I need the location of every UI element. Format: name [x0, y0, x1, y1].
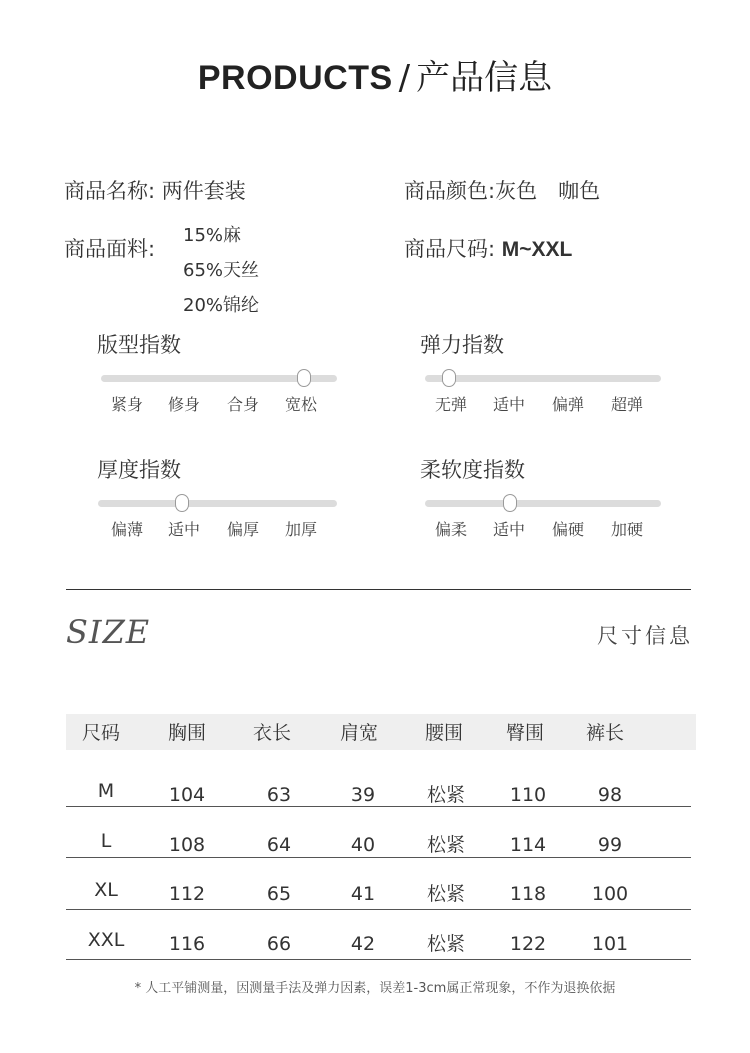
table-cell: 99	[597, 834, 623, 856]
table-cell: 41	[350, 883, 376, 905]
gauge-tick: 偏薄	[110, 520, 143, 539]
gauge-tick: 适中	[492, 395, 525, 414]
row-divider	[66, 959, 691, 960]
table-cell: 110	[509, 784, 547, 806]
row-divider	[66, 806, 691, 807]
material-line: 65%天丝	[183, 260, 260, 281]
table-cell: 64	[266, 834, 292, 856]
table-cell: 104	[168, 784, 206, 806]
title-cn: 产品信息	[416, 58, 553, 98]
gauge-track	[98, 500, 337, 507]
table-cell: 112	[168, 883, 206, 905]
table-cell: 松紧	[426, 933, 465, 955]
table-header-cell: 尺码	[81, 722, 120, 744]
product-name-label: 商品名称:	[64, 179, 156, 203]
section-divider	[66, 589, 691, 590]
gauge-tick: 偏弹	[551, 395, 584, 414]
product-color-label: 商品颜色:	[404, 179, 496, 203]
gauge-track	[425, 375, 661, 382]
table-cell: 松紧	[426, 834, 465, 856]
product-color-field	[404, 177, 600, 205]
page-title	[0, 56, 750, 100]
table-cell: 118	[509, 883, 547, 905]
gauge-tick: 宽松	[284, 395, 317, 414]
gauge-tick: 加硬	[610, 520, 643, 539]
table-header-cell: 裤长	[585, 722, 624, 744]
table-header-cell: 腰围	[424, 722, 463, 744]
gauge-knob	[175, 494, 189, 512]
gauge-title: 厚度指数	[97, 458, 181, 482]
table-cell: 116	[168, 933, 206, 955]
size-label-cell: XL	[94, 879, 118, 901]
gauge-tick: 合身	[226, 395, 259, 414]
size-label-cell: L	[100, 830, 112, 852]
table-cell: 65	[266, 883, 292, 905]
gauge-title: 版型指数	[97, 333, 181, 357]
gauge-knob	[297, 369, 311, 387]
table-cell: 39	[350, 784, 376, 806]
table-cell: 98	[597, 784, 623, 806]
gauge-title: 弹力指数	[420, 333, 504, 357]
row-divider	[66, 857, 691, 858]
gauge-knob	[503, 494, 517, 512]
product-color-value: 灰色 咖色	[495, 179, 601, 203]
size-title: SIZE	[66, 613, 151, 651]
material-line: 20%锦纶	[183, 295, 260, 316]
table-header-cell: 臀围	[505, 722, 544, 744]
size-label-cell: XXL	[87, 929, 125, 951]
product-size-field	[404, 235, 572, 264]
gauge-track	[425, 500, 661, 507]
table-header-cell: 衣长	[252, 722, 291, 744]
product-name-field	[64, 177, 246, 205]
table-cell: 122	[509, 933, 547, 955]
footnote: * 人工平铺测量，因测量手法及弹力因素，误差1-3cm属正常现象，不作为退换依据	[134, 981, 616, 996]
gauge-tick: 紧身	[110, 395, 143, 414]
table-header-cell: 肩宽	[339, 722, 378, 744]
gauge-tick: 偏厚	[226, 520, 259, 539]
title-en: PRODUCTS	[197, 59, 393, 97]
gauge-tick: 适中	[167, 520, 200, 539]
table-cell: 63	[266, 784, 292, 806]
table-cell: 66	[266, 933, 292, 955]
table-cell: 114	[509, 834, 547, 856]
gauge-tick: 适中	[492, 520, 525, 539]
gauge-tick: 超弹	[610, 395, 643, 414]
table-header-cell: 胸围	[167, 722, 206, 744]
product-material-label: 商品面料:	[64, 237, 156, 261]
gauge-tick: 无弹	[434, 395, 467, 414]
gauge-tick: 加厚	[284, 520, 317, 539]
size-label-cell: M	[97, 780, 115, 802]
title-separator: /	[398, 58, 411, 98]
table-cell: 40	[350, 834, 376, 856]
table-cell: 松紧	[426, 784, 465, 806]
table-cell: 42	[350, 933, 376, 955]
product-size-value: M~XXL	[501, 238, 573, 261]
material-line: 15%麻	[183, 225, 242, 246]
gauge-tick: 偏柔	[434, 520, 467, 539]
size-title-cn: 尺寸信息	[597, 624, 693, 648]
gauge-title: 柔软度指数	[420, 458, 525, 482]
gauge-knob	[442, 369, 456, 387]
table-cell: 101	[591, 933, 629, 955]
product-name-value: 两件套装	[161, 179, 246, 203]
table-cell: 松紧	[426, 883, 465, 905]
gauge-tick: 修身	[167, 395, 200, 414]
row-divider	[66, 909, 691, 910]
table-cell: 100	[591, 883, 629, 905]
gauge-tick: 偏硬	[551, 520, 584, 539]
table-cell: 108	[168, 834, 206, 856]
product-size-label: 商品尺码:	[404, 237, 496, 261]
